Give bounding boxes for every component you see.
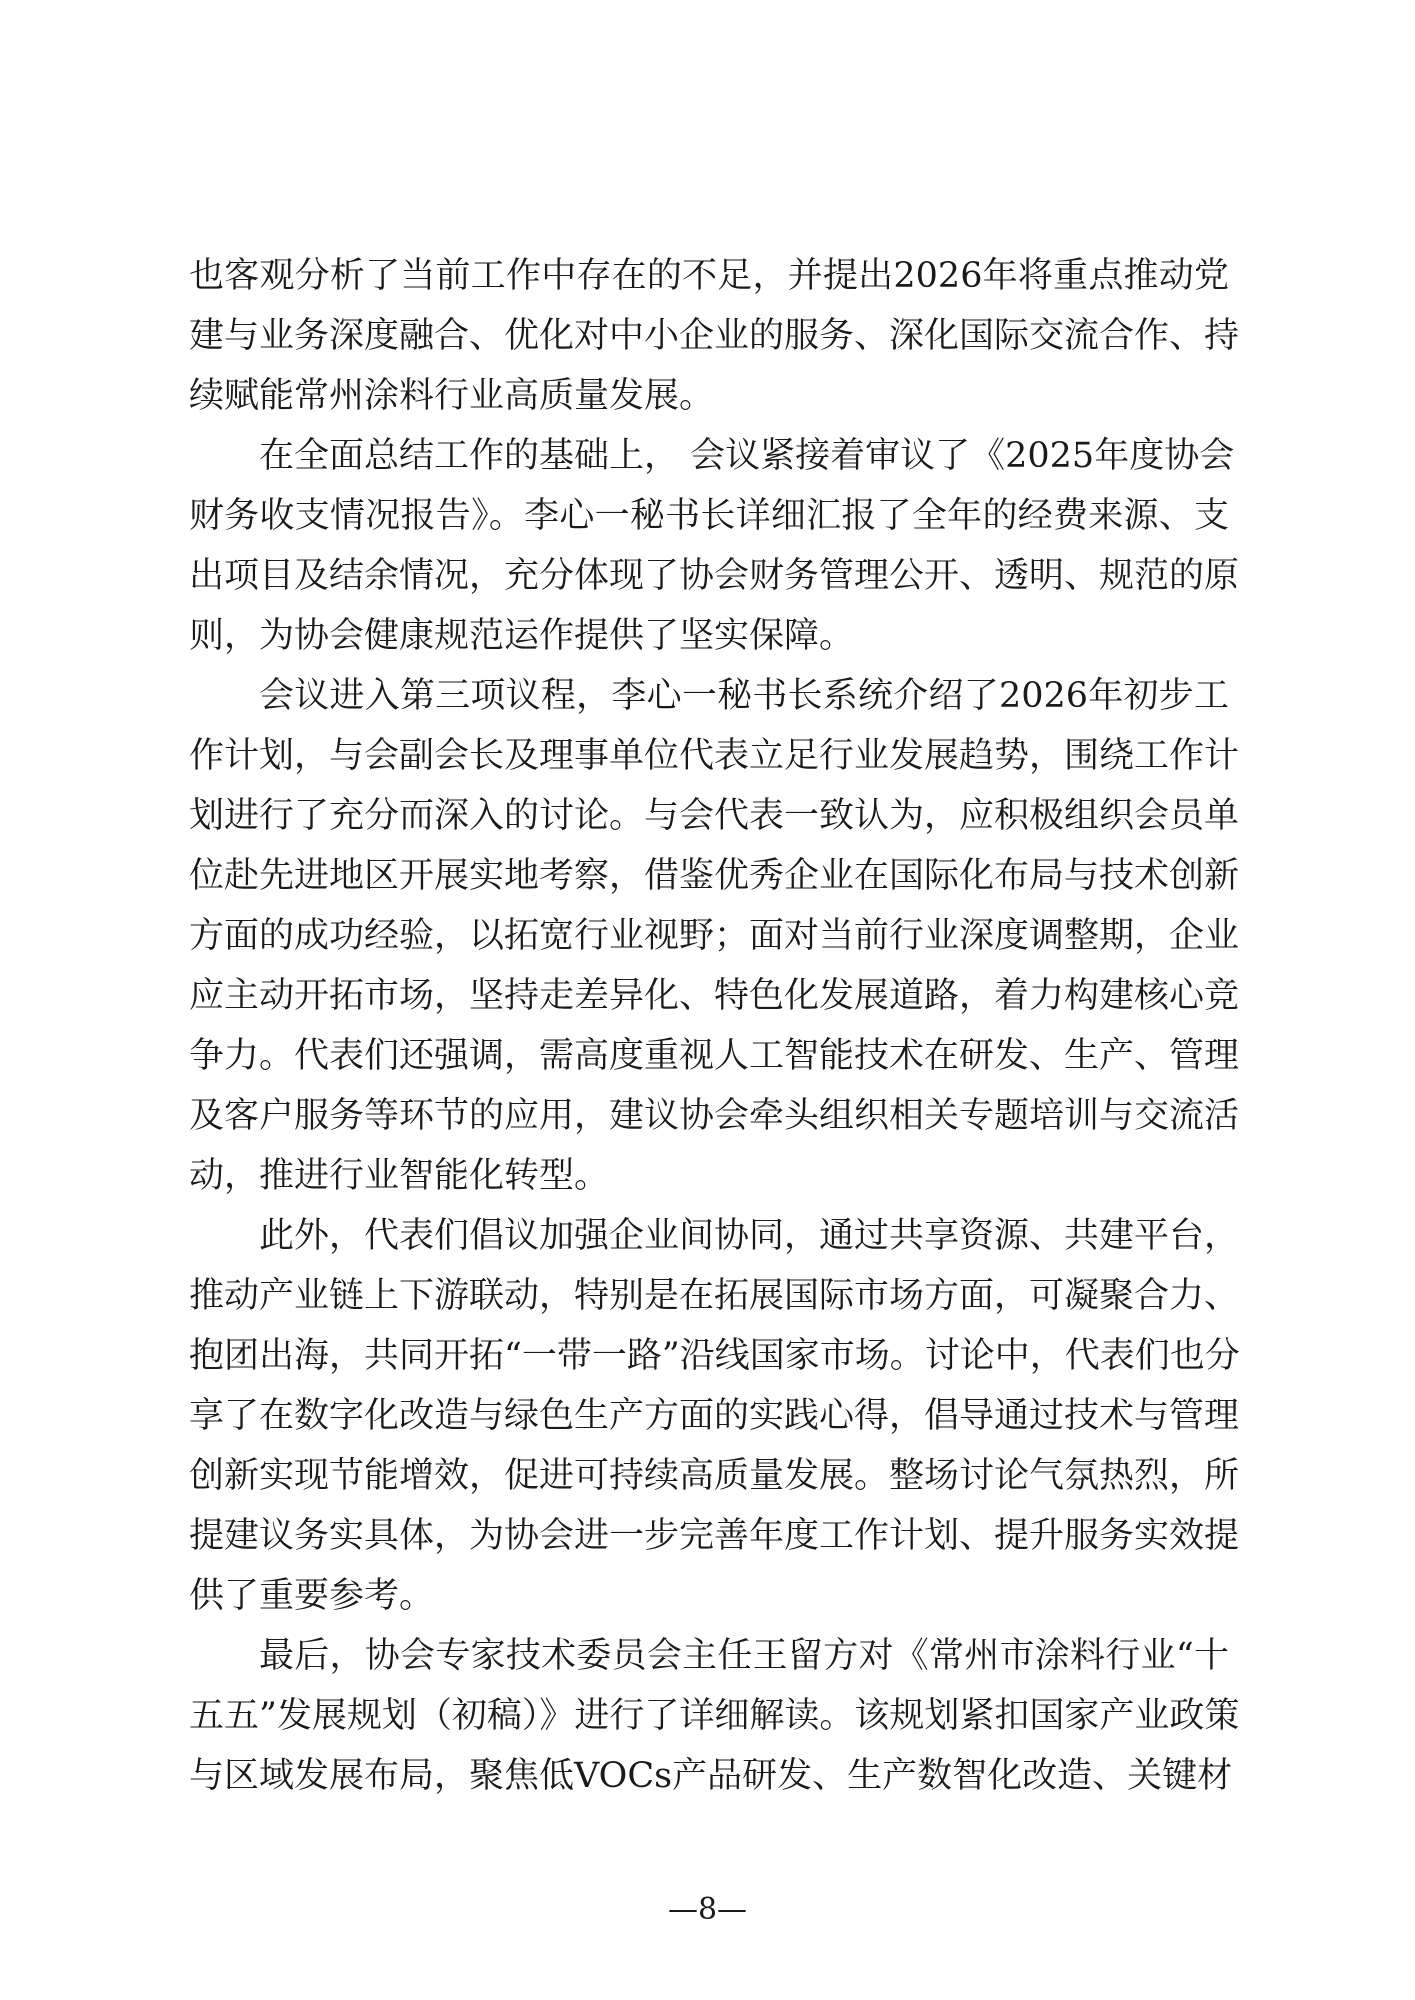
text-line: 及客户服务等环节的应用，建议协会牵头组织相关专题培训与交流活 [189, 1096, 1240, 1136]
text-line: 创新实现节能增效，促进可持续高质量发展。整场讨论气氛热烈，所 [189, 1456, 1240, 1496]
text-line: 抱团出海，共同开拓“一带一路”沿线国家市场。讨论中，代表们也分 [189, 1336, 1240, 1376]
text-line: 推动产业链上下游联动，特别是在拓展国际市场方面，可凝聚合力、 [189, 1276, 1240, 1316]
text-line: 争力。代表们还强调，需高度重视人工智能技术在研发、生产、管理 [189, 1036, 1240, 1076]
text-line: 提建议务实具体，为协会进一步完善年度工作计划、提升服务实效提 [189, 1516, 1240, 1556]
text-line: 方面的成功经验，以拓宽行业视野；面对当前行业深度调整期，企业 [189, 916, 1240, 956]
text-line: 则，为协会健康规范运作提供了坚实保障。 [189, 616, 855, 656]
text-line: 与区域发展布局，聚焦低VOCs产品研发、生产数智化改造、关键材 [189, 1756, 1233, 1796]
text-line: 在全面总结工作的基础上， 会议紧接着审议了《2025年度协会 [259, 436, 1235, 476]
text-line: 作计划，与会副会长及理事单位代表立足行业发展趋势，围绕工作计 [189, 736, 1240, 776]
text-line: 出项目及结余情况，充分体现了协会财务管理公开、透明、规范的原 [189, 556, 1240, 596]
text-line: 财务收支情况报告》。李心一秘书长详细汇报了全年的经费来源、支 [189, 496, 1229, 536]
text-line: 应主动开拓市场，坚持走差异化、特色化发展道路，着力构建核心竞 [189, 976, 1240, 1016]
text-line: 最后，协会专家技术委员会主任王留方对《常州市涂料行业“十 [259, 1636, 1229, 1676]
text-line: 位赴先进地区开展实地考察，借鉴优秀企业在国际化布局与技术创新 [189, 856, 1240, 896]
text-line: 五五”发展规划（初稿）》进行了详细解读。该规划紧扣国家产业政策 [189, 1696, 1240, 1736]
page-number: —8— [667, 1892, 748, 1927]
text-line: 也客观分析了当前工作中存在的不足，并提出2026年将重点推动党 [189, 256, 1229, 296]
text-line: 建与业务深度融合、优化对中小企业的服务、深化国际交流合作、持 [189, 316, 1240, 356]
text-line: 供了重要参考。 [189, 1576, 435, 1616]
text-line: 会议进入第三项议程，李心一秘书长系统介绍了2026年初步工 [259, 676, 1229, 716]
text-line: 动，推进行业智能化转型。 [189, 1156, 610, 1196]
text-line: 划进行了充分而深入的讨论。与会代表一致认为，应积极组织会员单 [189, 796, 1240, 836]
text-line: 此外，代表们倡议加强企业间协同，通过共享资源、共建平台， [259, 1216, 1240, 1256]
text-line: 享了在数字化改造与绿色生产方面的实践心得，倡导通过技术与管理 [189, 1396, 1240, 1436]
text-line: 续赋能常州涂料行业高质量发展。 [189, 376, 715, 416]
